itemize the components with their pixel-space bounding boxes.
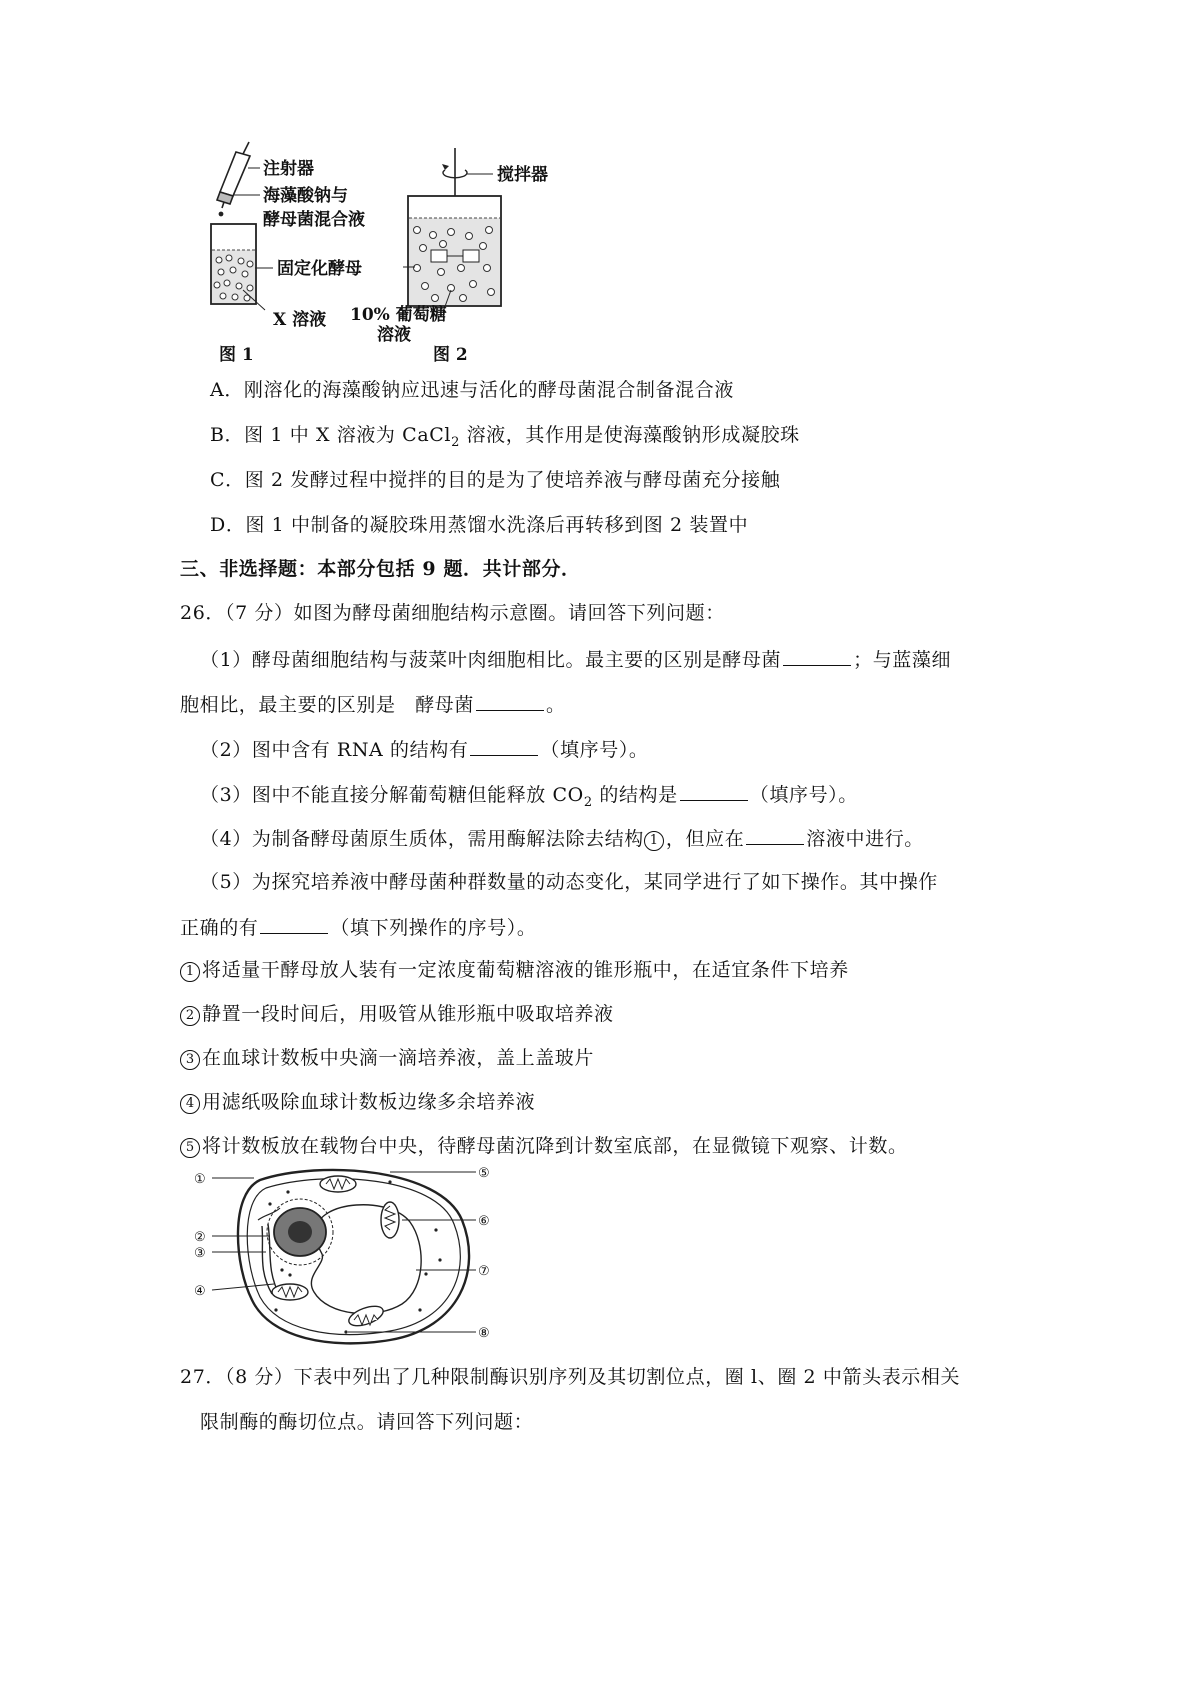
op-text: 将适量干酵母放人装有一定浓度葡萄糖溶液的锥形瓶中，在适宜条件下培养 [202, 959, 849, 981]
vacuole [311, 1205, 421, 1314]
op-text: 静置一段时间后，用吸管从锥形瓶中吸取培养液 [202, 1003, 614, 1025]
op-text: 用滤纸吸除血球计数板边缘多余培养液 [202, 1091, 536, 1113]
q27-line2: 限制酶的酶切位点。请回答下列问题： [200, 1411, 534, 1433]
answer-blank-4[interactable] [746, 824, 804, 845]
op-2 [180, 1001, 614, 1027]
q26-p2a: （2）图中含有 RNA 的结构有 [200, 739, 469, 761]
cell-label-1: ① [194, 1172, 206, 1187]
q26-p1-line2 [180, 690, 566, 718]
answer-blank-1a[interactable] [783, 645, 851, 666]
q26-p1-line1 [200, 645, 951, 673]
option-d: D．图 1 中制备的凝胶珠用蒸馏水洗涤后再转移到图 2 装置中 [210, 514, 749, 536]
q26-p2 [200, 735, 649, 763]
answer-blank-5[interactable] [260, 913, 328, 934]
cell-label-6: ⑥ [478, 1214, 490, 1229]
cell-label-7: ⑦ [478, 1264, 490, 1279]
cell-label-2: ② [194, 1230, 206, 1245]
label-x-solution: X 溶液 [273, 310, 327, 330]
option-b-sub: 2 [451, 434, 460, 450]
q26-p1b: ；与蓝藻细 [853, 649, 952, 671]
q26-p2b: （填序号）。 [540, 739, 649, 761]
q26-p4 [200, 824, 924, 852]
op-number: 5 [180, 1138, 200, 1158]
label-glucose-1: 10% 葡萄糖 [350, 305, 447, 325]
section-heading: 三、非选择题：本部分包括 9 题．共计部分． [180, 558, 581, 580]
op-3 [180, 1045, 594, 1071]
option-a: A．刚溶化的海藻酸钠应迅速与活化的酵母菌混合制备混合液 [210, 379, 734, 401]
fermentation-figure [205, 140, 605, 375]
op-number: 3 [180, 1050, 200, 1070]
op-text: 将计数板放在载物台中央，待酵母菌沉降到计数室底部，在显微镜下观察、计数。 [202, 1135, 908, 1157]
label-mix-2: 酵母菌混合液 [263, 210, 365, 230]
q27-line1: 27．（8 分）下表中列出了几种限制酶识别序列及其切割位点，圈 l、圈 2 中箭头表示相关 [180, 1366, 961, 1388]
q26-p3b: 的结构是 [592, 784, 678, 806]
q26-p4a: （4）为制备酵母菌原生质体，需用酶解法除去结构 [200, 828, 644, 850]
label-glucose-2: 溶液 [377, 325, 411, 345]
label-immobilized: 固定化酵母 [277, 259, 362, 279]
option-b [210, 422, 800, 456]
op-number: 1 [180, 962, 200, 982]
option-b-post: 溶液，其作用是使海藻酸钠形成凝胶珠 [459, 424, 800, 446]
cell-label-5: ⑤ [478, 1166, 490, 1181]
q26-p4b: ，但应在 [665, 828, 745, 850]
label-stirrer: 搅拌器 [497, 165, 548, 185]
cell-label-3: ③ [194, 1246, 206, 1261]
label-fig2: 图 2 [433, 345, 468, 365]
beaker-1 [211, 224, 273, 310]
option-b-pre: B．图 1 中 X 溶液为 CaCl [210, 424, 452, 446]
answer-blank-3[interactable] [680, 780, 748, 801]
syringe-drawing [217, 142, 260, 216]
yeast-cell-diagram [190, 1160, 530, 1350]
label-mix-1: 海藻酸钠与 [263, 186, 348, 206]
answer-blank-2[interactable] [470, 735, 538, 756]
q26-p3c: （填序号）。 [749, 784, 858, 806]
op-5 [180, 1133, 908, 1159]
cell-label-4: ④ [194, 1284, 206, 1299]
beaker-2 [403, 148, 501, 312]
q26-stem: 26．（7 分）如图为酵母菌细胞结构示意圈。请回答下列问题： [180, 602, 725, 624]
q26-p5-line2 [180, 913, 537, 941]
option-c: C．图 2 发酵过程中搅拌的目的是为了使培养液与酵母菌充分接触 [210, 469, 781, 491]
q26-p3 [200, 780, 858, 816]
cell-label-8: ⑧ [478, 1326, 490, 1341]
q26-p1d: 。 [546, 694, 566, 716]
label-fig1: 图 1 [219, 345, 254, 365]
op-number: 4 [180, 1094, 200, 1114]
q26-p3a: （3）图中不能直接分解葡萄糖但能释放 CO [200, 784, 584, 806]
q26-p4c: 溶液中进行。 [806, 828, 924, 850]
q26-p1a: （1）酵母菌细胞结构与菠菜叶肉细胞相比。最主要的区别是酵母菌 [200, 649, 782, 671]
op-number: 2 [180, 1006, 200, 1026]
q26-p1c: 胞相比，最主要的区别是 酵母菌 [180, 694, 475, 716]
q26-p5c: （填下列操作的序号）。 [330, 917, 537, 939]
label-syringe: 注射器 [263, 159, 314, 179]
circled-number: 1 [644, 831, 664, 851]
q26-p3-sub: 2 [583, 794, 593, 810]
op-1 [180, 957, 849, 983]
q26-p5b: 正确的有 [180, 917, 259, 939]
q26-p5-line1: （5）为探究培养液中酵母菌种群数量的动态变化，某同学进行了如下操作。其中操作 [200, 871, 938, 893]
op-4 [180, 1089, 535, 1115]
op-text: 在血球计数板中央滴一滴培养液，盖上盖玻片 [202, 1047, 595, 1069]
answer-blank-1b[interactable] [476, 690, 544, 711]
